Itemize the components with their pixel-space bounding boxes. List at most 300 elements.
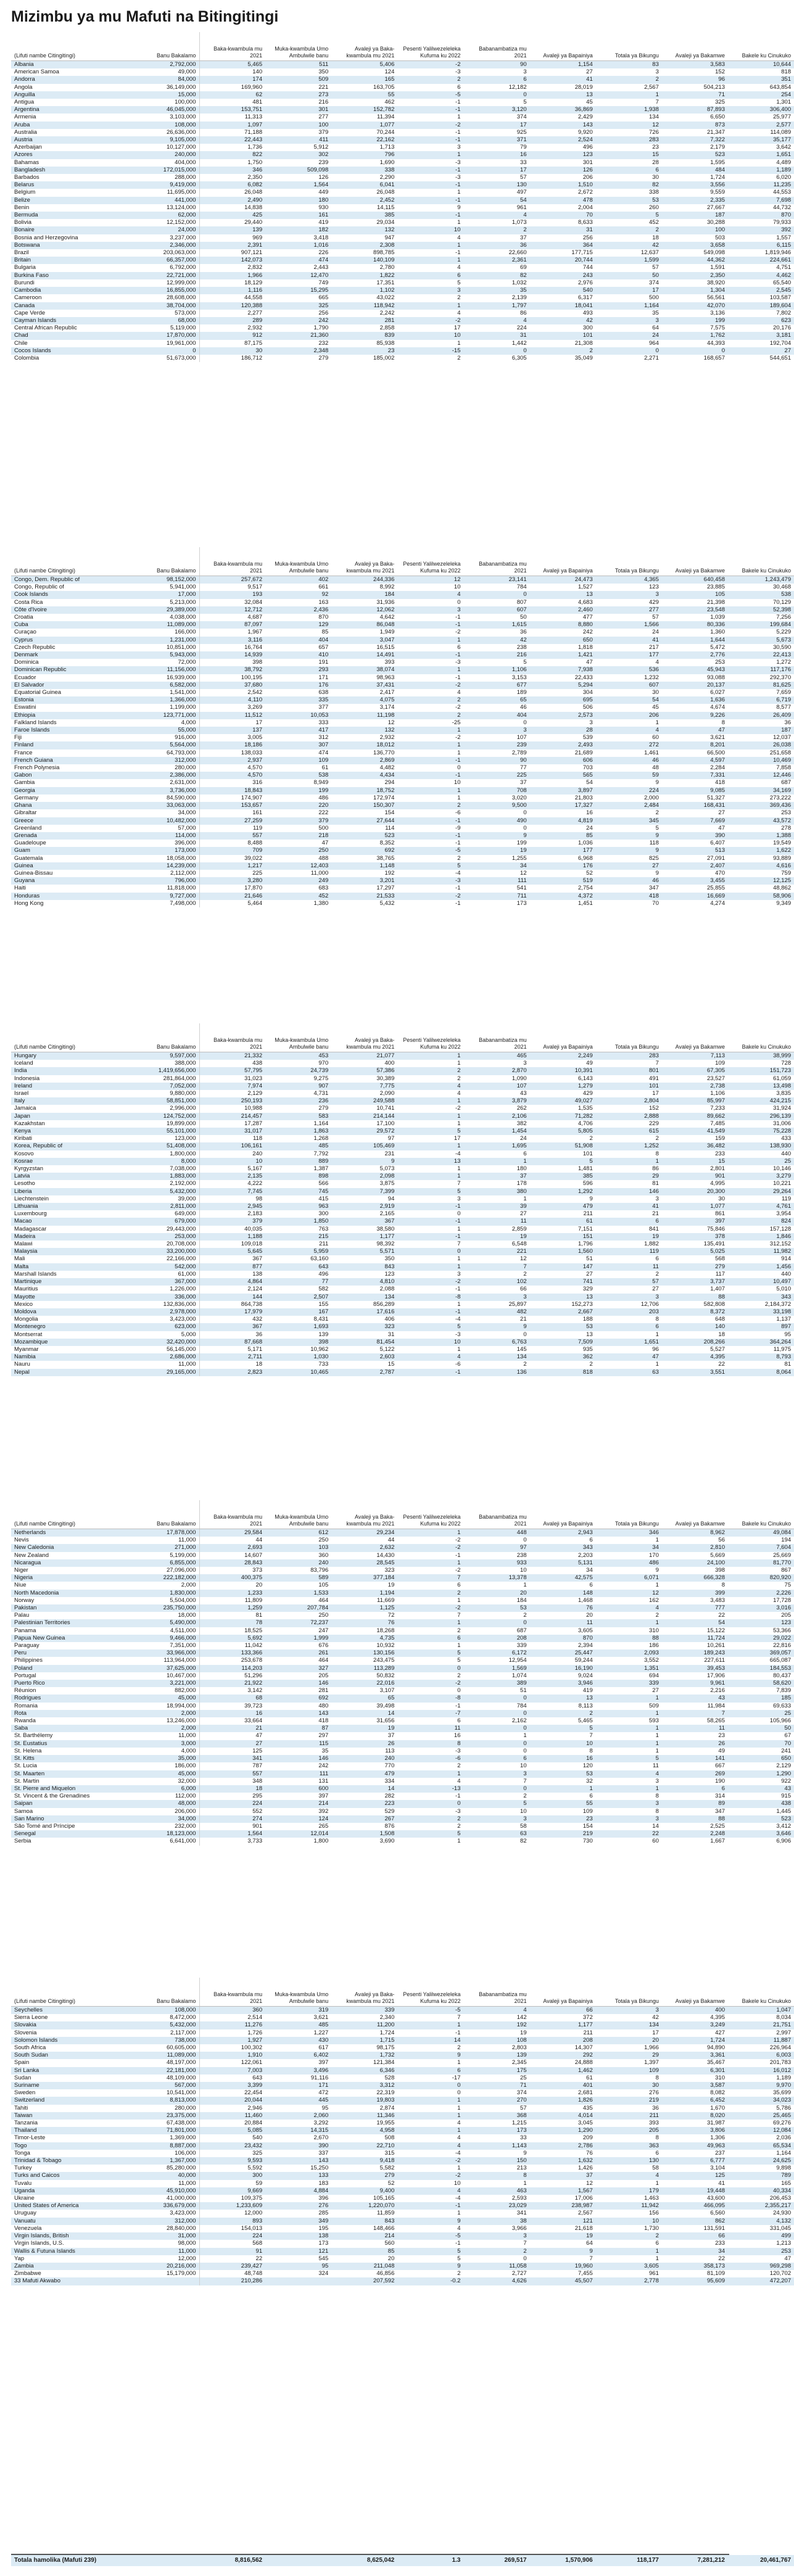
table-cell: 1,910 <box>199 2052 265 2059</box>
table-cell: 2 <box>397 712 463 719</box>
table-row <box>11 212 794 219</box>
table-cell: 123,771,000 <box>141 712 199 719</box>
table-cell: 2,335 <box>662 197 728 204</box>
table-cell: 10,541,000 <box>166 2089 196 2097</box>
table-cell: 552 <box>199 1808 265 1815</box>
table-cell: 40,334 <box>728 2187 794 2195</box>
table-cell: 28,545 <box>331 1559 397 1567</box>
table-cell: 410 <box>265 651 331 659</box>
table-cell: 6 <box>596 1323 662 1331</box>
table-row <box>11 1823 794 1830</box>
table-cell: 59 <box>596 772 662 779</box>
table-row <box>11 2067 794 2074</box>
table-cell: 4 <box>596 2172 662 2179</box>
table-row <box>11 1316 794 1323</box>
table-cell: 338 <box>331 167 397 174</box>
table-cell: 789 <box>728 2172 794 2179</box>
table-cell: 109,375 <box>199 2195 265 2202</box>
table-cell: 97 <box>387 1135 395 1142</box>
table-cell: 1 <box>457 749 461 756</box>
table-row <box>11 1604 794 1612</box>
table-cell: 2,919 <box>331 1203 397 1210</box>
table-cell: -1 <box>455 249 461 257</box>
table-cell: 34,169 <box>728 787 794 795</box>
table-row <box>11 1762 794 1770</box>
table-cell: 438 <box>199 1060 265 1067</box>
table-cell: 109 <box>582 1807 593 1815</box>
country-name: Britain <box>11 257 141 264</box>
total-cell: 20,461,767 <box>728 2555 794 2566</box>
table-cell: 10 <box>453 2179 461 2187</box>
countries-table <box>11 547 794 907</box>
table-cell: 159 <box>715 1135 725 1142</box>
table-cell: 66 <box>530 2007 596 2015</box>
table-cell: 11,394 <box>377 114 395 121</box>
table-cell: 876 <box>384 1822 395 1830</box>
table-cell: 567,000 <box>141 2082 199 2089</box>
table-cell: 109 <box>715 1060 725 1067</box>
header-row <box>11 1500 794 1529</box>
table-row <box>11 1619 794 1627</box>
table-cell: 7,974 <box>199 1083 265 1090</box>
table-cell: 130 <box>464 181 530 189</box>
table-cell: 6,027 <box>710 689 725 696</box>
table-cell: 240,000 <box>141 151 199 159</box>
table-cell: 55 <box>530 1800 596 1807</box>
table-cell: 0 <box>523 809 527 817</box>
table-cell: -1 <box>397 212 463 219</box>
table-cell: 65,534 <box>728 2142 794 2150</box>
table-cell: 3,201 <box>331 877 397 885</box>
table-cell: 1 <box>596 91 662 99</box>
table-cell: 296,139 <box>728 1113 794 1120</box>
table-cell: 2,452 <box>331 197 397 204</box>
table-cell: 123 <box>728 1619 794 1627</box>
table-cell: 1 <box>457 2210 461 2217</box>
table-cell: 6 <box>523 1150 527 1157</box>
table-cell: 38,920 <box>706 279 725 286</box>
table-cell: 224 <box>516 324 527 332</box>
table-cell: 19,803 <box>331 2097 397 2104</box>
table-row <box>11 1210 794 1218</box>
country-name: French Guiana <box>11 757 141 764</box>
table-row <box>11 787 794 795</box>
table-cell: 4,958 <box>331 2127 397 2134</box>
table-cell: 3,642 <box>776 144 792 151</box>
table-cell: 205 <box>318 1672 329 1679</box>
table-cell: 6,582,000 <box>141 682 199 689</box>
table-row <box>11 197 794 204</box>
table-cell: 26,409 <box>728 712 794 719</box>
table-cell: 117,176 <box>728 666 794 674</box>
table-row <box>11 666 794 674</box>
table-cell: 7,745 <box>199 1188 265 1195</box>
table-cell: 0 <box>141 347 199 355</box>
table-cell: 10,741 <box>376 1105 395 1112</box>
table-cell: 4,365 <box>596 576 662 584</box>
table-cell: 9,419,000 <box>141 181 199 189</box>
country-name: India <box>11 1067 141 1075</box>
table-cell: 280,000 <box>175 2104 196 2112</box>
table-cell: 20 <box>387 2255 395 2262</box>
country-name: Nepal <box>11 1369 141 1376</box>
table-cell: 500 <box>318 824 329 832</box>
table-cell: 346 <box>199 167 265 174</box>
table-section <box>11 1978 792 2285</box>
table-cell: 1,644 <box>662 637 728 644</box>
table-cell: 8,431 <box>313 1316 329 1323</box>
table-cell: 64 <box>652 324 659 332</box>
table-cell: 53 <box>464 1604 530 1612</box>
table-cell: 24,100 <box>662 1559 728 1567</box>
table-cell: 22,710 <box>331 2142 397 2150</box>
column-header: Totala ya Bikungu <box>596 32 662 61</box>
table-cell: 3 <box>596 591 662 598</box>
table-cell: 172,974 <box>373 794 395 801</box>
table-cell: 69,276 <box>773 2120 792 2127</box>
country-name: Tanzania <box>14 2120 38 2127</box>
table-cell: 100,195 <box>199 674 265 682</box>
table-cell: 91 <box>199 2248 265 2255</box>
table-cell: 75,846 <box>706 1225 725 1232</box>
table-cell: -1 <box>397 181 463 189</box>
country-name: Guinea-Bissau <box>14 869 53 877</box>
table-row <box>11 167 794 174</box>
table-cell: 2 <box>457 1075 461 1082</box>
table-cell: 2,507 <box>265 1294 331 1301</box>
table-cell: 21,751 <box>728 2021 794 2029</box>
country-name: Timor-Leste <box>14 2134 46 2142</box>
table-row <box>11 817 794 825</box>
table-cell: 683 <box>318 885 329 892</box>
table-row <box>11 287 794 294</box>
table-cell: 3 <box>596 2007 662 2015</box>
table-row <box>11 741 794 749</box>
table-cell: 162 <box>649 1596 659 1604</box>
table-cell: 1,125 <box>331 1604 397 1612</box>
table-cell: 139 <box>318 1331 329 1338</box>
table-cell: 297 <box>318 1732 329 1740</box>
table-cell: 242 <box>318 1762 329 1770</box>
table-cell: 1,695 <box>464 1142 530 1150</box>
table-cell: 300 <box>582 324 593 332</box>
table-cell: 11,000 <box>178 1537 196 1544</box>
table-cell: 4,462 <box>728 272 794 279</box>
table-cell: 273,222 <box>769 794 792 801</box>
table-cell: 13 <box>530 591 596 598</box>
table-cell: 5,432 <box>379 899 395 907</box>
table-cell: 1,800,000 <box>170 1150 196 1157</box>
table-cell: 11 <box>653 1762 659 1770</box>
table-cell: 643,854 <box>769 83 792 91</box>
table-cell: 8 <box>721 1582 725 1589</box>
table-cell: 70 <box>728 1740 794 1748</box>
table-cell: -6 <box>455 809 461 817</box>
table-cell: 10,221 <box>773 1180 792 1187</box>
country-name: Argentina <box>11 106 141 114</box>
table-cell: 7,604 <box>728 1544 794 1551</box>
table-cell: 37,680 <box>199 682 265 689</box>
country-name: Burkina Faso <box>11 272 141 279</box>
country-name: Nauru <box>14 1361 30 1368</box>
table-cell: 4,434 <box>331 772 397 779</box>
table-cell: 5 <box>397 1830 463 1838</box>
table-row <box>11 174 794 181</box>
column-header: Avaleji ya Bapainiya <box>530 32 596 61</box>
table-cell: 1 <box>457 1838 461 1845</box>
table-cell: 28,608,000 <box>166 294 196 302</box>
table-cell: 1,268 <box>313 1135 329 1142</box>
table-cell: 1,369,000 <box>170 2134 196 2142</box>
table-cell: 1,188 <box>199 1233 265 1241</box>
country-name: Nicaragua <box>11 1559 141 1567</box>
table-cell: 1 <box>457 2059 461 2066</box>
table-cell: 7,038,000 <box>170 1165 196 1173</box>
table-cell: 1,819,946 <box>764 249 792 257</box>
table-cell: 46 <box>596 877 662 885</box>
table-cell: 6,792,000 <box>170 264 196 271</box>
table-cell: 39 <box>464 1203 530 1210</box>
table-cell: 171 <box>318 674 329 681</box>
table-cell: 2,943 <box>530 1529 596 1537</box>
table-cell: 856,289 <box>373 1300 395 1308</box>
table-cell: 70,129 <box>773 598 792 606</box>
table-cell: 372 <box>582 2014 593 2021</box>
table-cell: 2,112,000 <box>170 869 196 877</box>
table-cell: 0 <box>397 2082 463 2089</box>
table-cell: 1,461 <box>644 749 659 756</box>
table-cell: 5,645 <box>199 1248 265 1255</box>
table-cell: 2 <box>457 1762 461 1770</box>
table-cell: 362 <box>530 1353 596 1361</box>
table-cell: 1,510 <box>530 181 596 189</box>
table-cell: 186,000 <box>175 1762 196 1770</box>
table-cell: 463 <box>464 2187 530 2195</box>
table-cell: 316 <box>199 779 265 786</box>
table-cell: 1 <box>457 1060 461 1067</box>
table-cell: 81,454 <box>331 1339 397 1346</box>
table-cell: 28 <box>652 159 659 166</box>
country-name: Sri Lanka <box>11 2067 141 2074</box>
table-cell: 2,179 <box>710 144 725 151</box>
table-cell: 31,936 <box>376 598 395 606</box>
table-cell: 486 <box>596 1559 662 1567</box>
table-cell: 5 <box>523 659 527 666</box>
table-row <box>11 1369 794 1376</box>
table-cell: 51,408,000 <box>141 1142 199 1150</box>
total-cell: 1,570,906 <box>530 2555 596 2566</box>
table-cell: 435 <box>582 2104 593 2112</box>
table-cell: 1,016 <box>265 242 331 249</box>
table-cell: 17,870 <box>199 885 265 892</box>
table-cell: 17,100 <box>376 1120 395 1127</box>
table-cell: 617 <box>318 2044 329 2052</box>
table-cell: 199 <box>265 787 331 795</box>
table-cell: 8,962 <box>662 1529 728 1537</box>
table-cell: 4,642 <box>379 614 395 621</box>
country-name: Spain <box>14 2059 30 2066</box>
table-cell: 6 <box>397 1635 463 1642</box>
table-row <box>11 809 794 817</box>
table-cell: 61 <box>530 1218 596 1225</box>
table-cell: 538 <box>728 591 794 598</box>
table-cell: 9 <box>464 1323 530 1331</box>
country-name: Namibia <box>11 1353 141 1361</box>
table-cell: 126 <box>530 167 596 174</box>
country-name: Belize <box>11 197 141 204</box>
table-cell: 1,301 <box>776 99 792 106</box>
table-cell: 1,032 <box>511 279 527 286</box>
table-cell: 3 <box>457 1270 461 1278</box>
table-cell: 1,797 <box>464 302 530 310</box>
table-cell: 1 <box>397 2112 463 2120</box>
table-row <box>11 1642 794 1649</box>
table-cell: 6 <box>589 1537 593 1544</box>
table-cell: 72,000 <box>178 659 196 666</box>
table-cell: 969,298 <box>728 2263 794 2270</box>
table-cell: 4 <box>397 2142 463 2150</box>
table-cell: -1 <box>455 899 461 907</box>
table-row <box>11 129 794 136</box>
table-cell: 180 <box>265 197 331 204</box>
table-cell: 260 <box>649 204 659 211</box>
table-cell: 77 <box>520 764 527 772</box>
table-cell: 277 <box>318 114 329 121</box>
table-cell: 7,256 <box>776 614 792 621</box>
table-row <box>11 76 794 83</box>
table-cell: 17,979 <box>199 1308 265 1316</box>
table-cell: 870 <box>318 614 329 621</box>
table-cell: -1 <box>397 757 463 764</box>
table-row <box>11 1097 794 1105</box>
table-cell: 100,302 <box>199 2044 265 2052</box>
table-cell: 115 <box>265 1740 331 1748</box>
total-cell: 1.3 <box>397 2555 463 2566</box>
table-cell: 377,184 <box>331 1574 397 1582</box>
table-cell: 1,073 <box>511 219 527 226</box>
table-cell: 11,313 <box>199 114 265 121</box>
table-cell: 88 <box>662 1815 728 1823</box>
table-cell: 134 <box>596 2021 662 2029</box>
table-cell: 5,692 <box>199 1635 265 1642</box>
column-header: (Lifuti nambe Citingitingi) <box>11 1023 141 1052</box>
countries-table <box>11 1978 794 2285</box>
table-cell: 312,000 <box>141 757 199 764</box>
country-name: Madagascar <box>14 1225 47 1232</box>
table-cell: 242 <box>582 629 593 636</box>
country-name: Turks and Caicos <box>11 2172 141 2179</box>
table-cell: 32,420,000 <box>141 1339 199 1346</box>
table-cell: 1,143 <box>464 2142 530 2150</box>
table-cell: 5,941,000 <box>170 584 196 591</box>
table-cell: 3,181 <box>728 332 794 339</box>
table-cell: 0 <box>457 1210 461 1218</box>
table-cell: 2,778 <box>596 2277 662 2285</box>
table-cell: 42 <box>464 637 530 644</box>
table-cell: 540 <box>530 287 596 294</box>
table-row <box>11 2255 794 2263</box>
table-row <box>11 2112 794 2120</box>
table-cell: 1 <box>596 1725 662 1732</box>
country-name: Madeira <box>11 1233 141 1241</box>
table-cell: 511 <box>265 61 331 69</box>
table-cell: 2,000 <box>644 794 659 801</box>
table-cell: 4,482 <box>379 764 395 772</box>
table-cell: 37 <box>520 779 527 786</box>
table-cell: 13 <box>397 1158 463 1165</box>
table-cell: 2 <box>530 347 596 355</box>
table-cell: 1,272 <box>776 659 792 666</box>
table-cell: 42 <box>530 317 596 324</box>
column-header: Avaleji ya Bakamwe <box>662 1023 728 1052</box>
table-cell: 211 <box>583 2029 593 2036</box>
column-header: Avaleji ya Baka-kwambula mu 2021 <box>331 547 397 576</box>
table-cell: 28,840,000 <box>166 2224 196 2232</box>
table-row <box>11 1800 794 1807</box>
table-cell: 101 <box>596 1083 662 1090</box>
table-cell: 112,000 <box>175 1793 196 1800</box>
table-cell: 26 <box>662 1740 728 1748</box>
table-cell: -3 <box>455 174 461 181</box>
table-cell: 224 <box>596 787 662 795</box>
table-cell: 3,116 <box>199 637 265 644</box>
total-cell: 269,517 <box>464 2555 530 2566</box>
country-name: Andorra <box>11 76 141 83</box>
country-name: Albania <box>11 61 141 69</box>
table-cell: 13 <box>530 1695 596 1702</box>
table-cell: 4,489 <box>776 159 792 166</box>
table-cell: 66 <box>662 2232 728 2240</box>
table-cell: 709 <box>199 847 265 854</box>
table-cell: 9,970 <box>728 2082 794 2089</box>
table-cell: 6 <box>457 1582 461 1589</box>
table-cell: 6 <box>655 2149 659 2157</box>
table-cell: 29,034 <box>376 219 395 226</box>
table-cell: 3,737 <box>662 1278 728 1286</box>
table-cell: 98,175 <box>376 2044 395 2052</box>
table-cell: 615 <box>596 1128 662 1135</box>
table-cell: 1,818 <box>577 643 593 651</box>
page-title: Mizimbu ya mu Mafuti na Bitingitingi <box>11 8 279 25</box>
table-cell: 2,573 <box>530 712 596 719</box>
table-cell: 9,349 <box>776 899 792 907</box>
table-cell: 53 <box>596 197 662 204</box>
table-cell: 27 <box>520 1210 527 1218</box>
table-cell: -1 <box>455 128 461 136</box>
table-cell: 2,290 <box>379 174 395 181</box>
table-cell: 178 <box>516 1180 527 1187</box>
table-cell: 166,000 <box>175 629 196 636</box>
table-cell: 312,000 <box>141 2218 199 2225</box>
table-cell: 7 <box>457 1180 461 1187</box>
table-cell: 67 <box>784 1732 792 1740</box>
total-cell: 118,177 <box>596 2555 662 2566</box>
table-cell: 964 <box>649 339 659 347</box>
table-cell: 726 <box>649 128 659 136</box>
country-name: Tahiti <box>14 2104 28 2112</box>
country-name: New Zealand <box>14 1551 49 1559</box>
table-cell: 11,724 <box>662 1635 728 1642</box>
table-cell: 6,407 <box>710 840 725 847</box>
table-cell: 2 <box>596 2232 662 2240</box>
table-cell: 105,165 <box>373 2195 395 2202</box>
table-row <box>11 2134 794 2142</box>
table-cell: 11,042 <box>199 1642 265 1649</box>
table-cell: 186,712 <box>199 355 265 362</box>
table-cell: 77 <box>265 1278 331 1286</box>
table-cell: 24,930 <box>773 2210 792 2217</box>
table-row <box>11 1680 794 1687</box>
